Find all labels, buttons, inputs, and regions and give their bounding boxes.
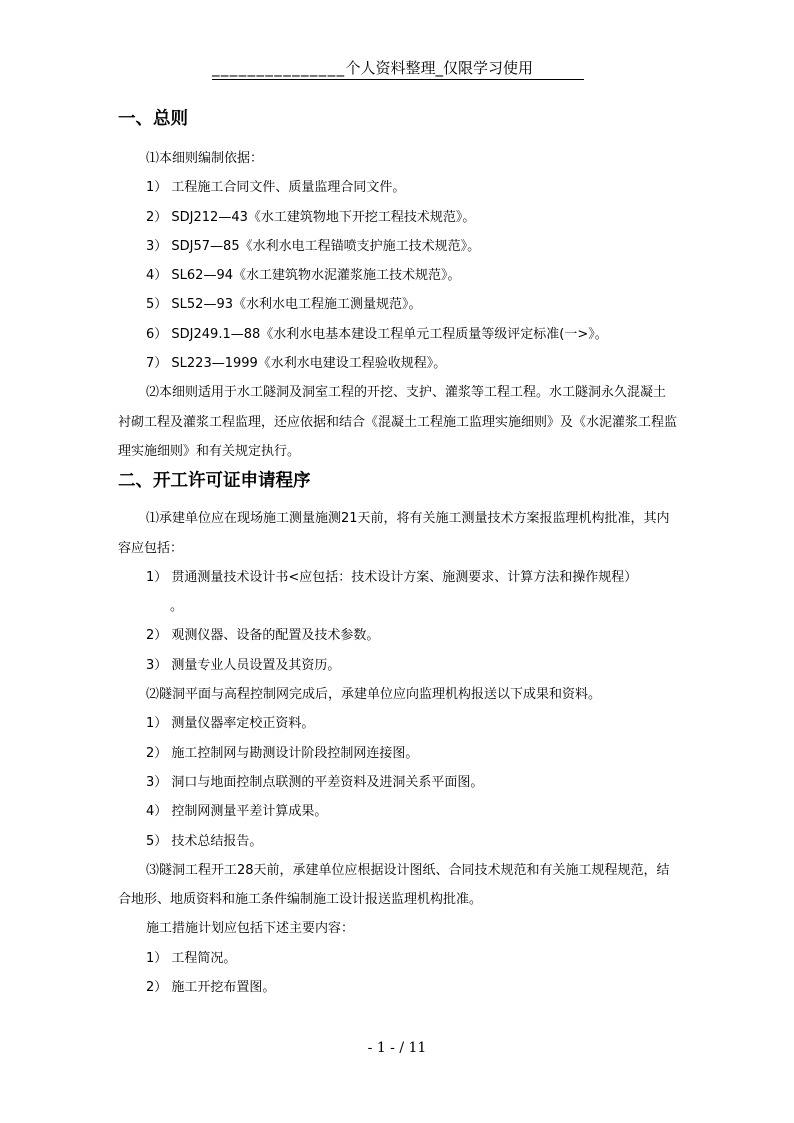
control-network-item-3: 3） 洞口与地面控制点联测的平差资料及进洞关系平面图。 <box>146 774 484 790</box>
header-rule <box>212 79 584 80</box>
basis-item-1: 1） 工程施工合同文件、质量监理合同文件。 <box>146 180 406 196</box>
measures-plan-paragraph: 施工措施计划应包括下述主要内容： <box>146 921 355 937</box>
survey-plan-item-2: 2） 观测仪器、设备的配置及技术参数。 <box>146 628 380 644</box>
section-1-title: 一、总则 <box>118 109 188 129</box>
basis-item-7: 7） SL223—1999《水利水电建设工程验收规程》。 <box>146 356 447 372</box>
header-dashes: _______________ <box>212 59 346 77</box>
survey-plan-item-3: 3） 测量专业人员设置及其资历。 <box>146 657 341 673</box>
survey-plan-item-1-end: 。 <box>170 599 184 615</box>
scope-paragraph: ⑵本细则适用于水工隧洞及洞室工程的开挖、支护、灌浆等工程工程。水工隧洞永久混凝土衬砌工程及灌浆工程监理，还应依据和结合《混凝土工程施工监理实施细则》及《水泥灌浆工程监理实施细则》和有关规定执行。 <box>118 385 678 459</box>
control-network-item-1: 1） 测量仪器率定校正资料。 <box>146 716 315 732</box>
section-1-intro: ⑴本细则编制依据： <box>146 151 264 166</box>
basis-item-5: 5） SL52—93《水利水电工程施工测量规范》。 <box>146 297 422 313</box>
basis-item-6: 6） SDJ249.1—88《水利水电基本建设工程单元工程质量等级评定标准(一>》。 <box>146 326 608 342</box>
control-network-item-5: 5） 技术总结报告。 <box>146 833 263 849</box>
basis-item-3: 3） SDJ57—85《水利水电工程锚喷支护施工技术规范》。 <box>146 238 481 254</box>
section-2-title: 二、开工许可证申请程序 <box>118 471 311 492</box>
basis-item-4: 4） SL62—94《水工建筑物水泥灌浆施工技术规范》。 <box>146 268 461 284</box>
document-body <box>118 104 678 1002</box>
control-network-item-2: 2） 施工控制网与勘测设计阶段控制网连接图。 <box>146 745 419 761</box>
page-number: - 1 - / 11 <box>367 1040 427 1056</box>
header-text: 个人资料整理_仅限学习使用 <box>345 59 534 77</box>
page-header <box>212 58 584 80</box>
control-network-paragraph: ⑵隧洞平面与高程控制网完成后，承建单位应向监理机构报送以下成果和资料。 <box>146 687 602 703</box>
measures-item-2: 2） 施工开挖布置图。 <box>146 980 276 996</box>
survey-plan-paragraph: ⑴承建单位应在现场施工测量施测21天前，将有关施工测量技术方案报监理机构批准，其内容应包括： <box>118 511 670 556</box>
construction-design-paragraph: ⑶隧洞工程开工28天前，承建单位应根据设计图纸、合同技术规范和有关施工规程规范，结合地形、地质资料和施工条件编制施工设计报送监理机构批准。 <box>118 862 670 908</box>
basis-item-2: 2） SDJ212—43《水工建筑物地下开挖工程技术规范》。 <box>146 209 476 225</box>
survey-plan-item-1: 1） 贯通测量技术设计书<应包括：技术设计方案、施测要求、计算方法和操作规程） <box>146 569 638 585</box>
control-network-item-4: 4） 控制网测量平差计算成果。 <box>146 804 328 820</box>
measures-item-1: 1） 工程简况。 <box>146 950 237 966</box>
